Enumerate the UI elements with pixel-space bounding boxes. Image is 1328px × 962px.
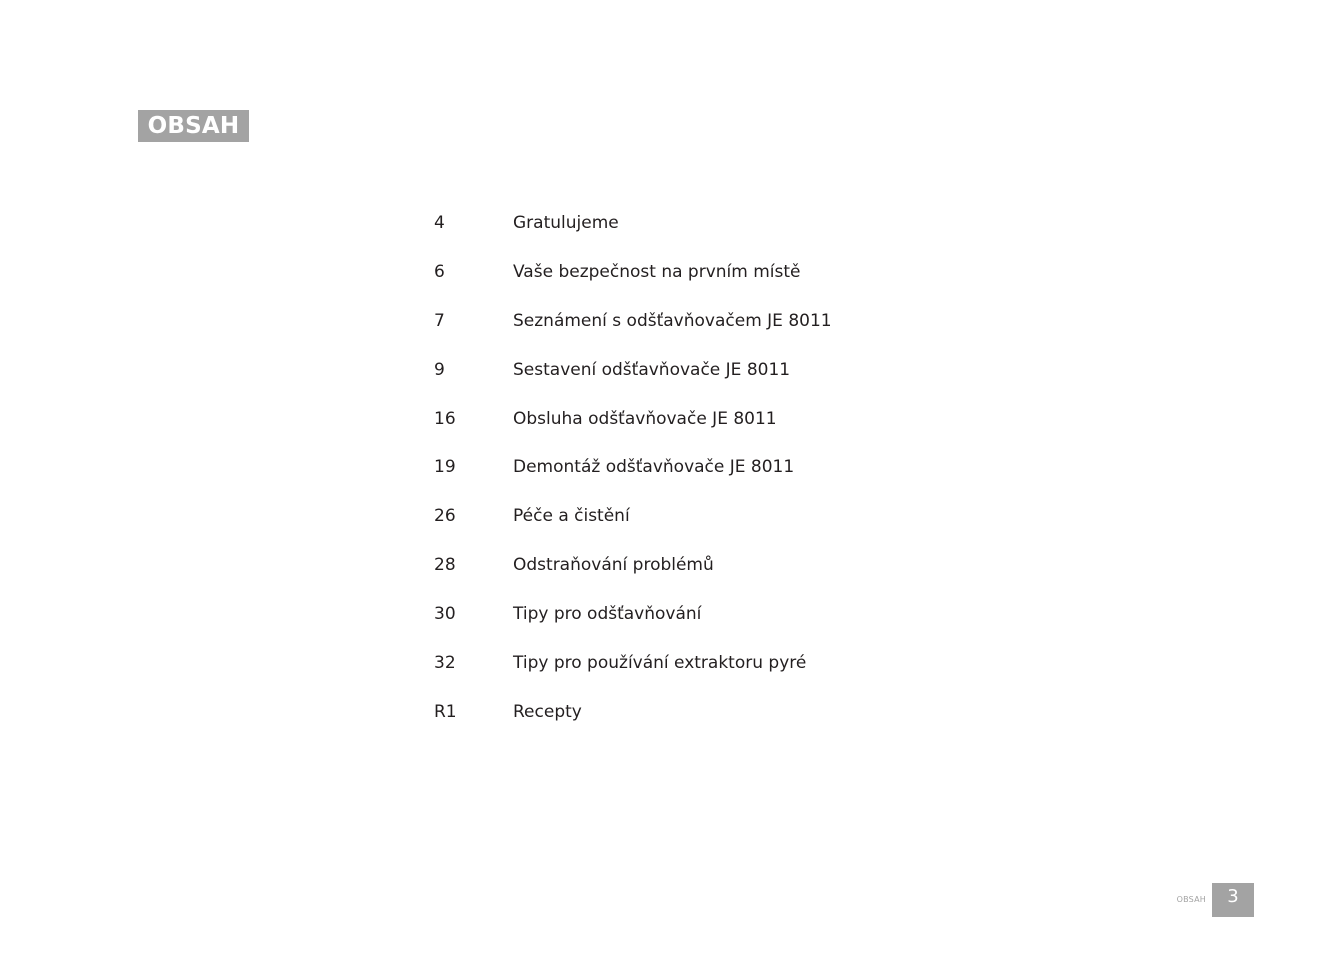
toc-entry[interactable] xyxy=(434,688,1034,737)
toc-entry-title: Vaše bezpečnost na prvním místě xyxy=(513,261,801,282)
toc-entry[interactable] xyxy=(434,346,1034,395)
toc-entry-title: Obsluha odšťavňovače JE 8011 xyxy=(513,408,777,429)
toc-page-number: 4 xyxy=(434,212,445,233)
toc-entry[interactable] xyxy=(434,639,1034,688)
footer-section-label: OBSAH xyxy=(1176,895,1206,904)
toc-entry[interactable] xyxy=(434,492,1034,541)
toc-entry-title: Gratulujeme xyxy=(513,212,619,233)
toc-entry-title: Demontáž odšťavňovače JE 8011 xyxy=(513,457,795,478)
toc-page-number: 7 xyxy=(434,310,445,331)
toc-page-number: 16 xyxy=(434,408,456,429)
toc-entry[interactable] xyxy=(434,590,1034,639)
toc-entry-title: Odstraňování problémů xyxy=(513,555,714,576)
toc-entry-title: Tipy pro používání extraktoru pyré xyxy=(513,652,807,673)
toc-entry[interactable] xyxy=(434,443,1034,492)
toc-entry-title: Péče a čistění xyxy=(513,506,630,527)
toc-page-number: 28 xyxy=(434,555,456,576)
toc-page-number: 26 xyxy=(434,506,456,527)
toc-entry-title: Sestavení odšťavňovače JE 8011 xyxy=(513,359,791,380)
toc-page-number: 30 xyxy=(434,604,456,625)
toc-page-number: 32 xyxy=(434,652,456,673)
toc-entry[interactable] xyxy=(434,199,1034,248)
toc-entry[interactable] xyxy=(434,395,1034,444)
section-heading-box xyxy=(138,110,249,142)
toc-page-number: 19 xyxy=(434,457,456,478)
section-heading: OBSAH xyxy=(147,112,240,139)
footer-page-number: 3 xyxy=(1212,883,1254,917)
toc-entry[interactable] xyxy=(434,541,1034,590)
toc-page-number: 9 xyxy=(434,359,445,380)
table-of-contents xyxy=(434,199,1034,737)
toc-page-number: 6 xyxy=(434,261,445,282)
toc-entry[interactable] xyxy=(434,297,1034,346)
toc-entry[interactable] xyxy=(434,248,1034,297)
toc-page-number: R1 xyxy=(434,701,457,722)
toc-entry-title: Seznámení s odšťavňovačem JE 8011 xyxy=(513,310,832,331)
toc-entry-title: Tipy pro odšťavňování xyxy=(513,604,702,625)
toc-entry-title: Recepty xyxy=(513,701,582,722)
